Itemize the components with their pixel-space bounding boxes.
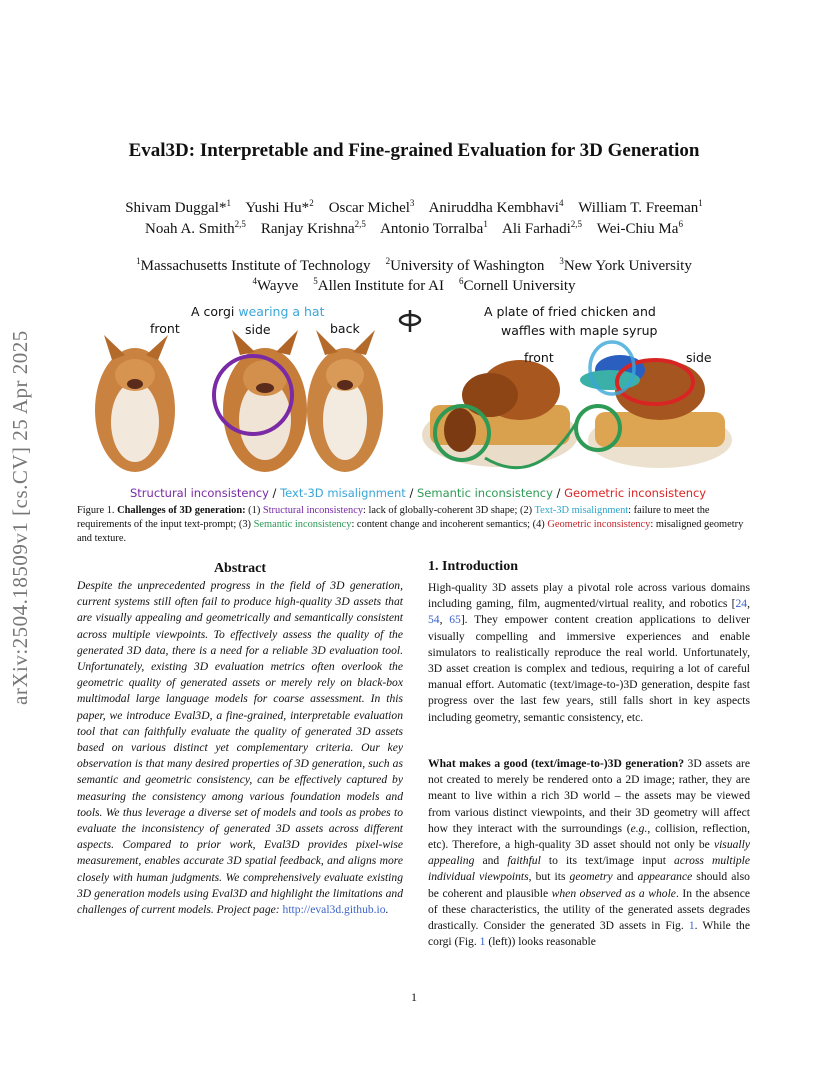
corgi-back-image (307, 330, 383, 472)
corgi-front-image (95, 335, 175, 472)
view-label-back: back (330, 321, 360, 336)
author: Noah A. Smith$^{2,5}$ (145, 219, 246, 237)
figure-legend: Structural inconsistency / Text-3D misalignment / Semantic inconsistency / Geometric inconsistency (130, 486, 707, 500)
author: Ranjay Krishna$^{2,5}$ (260, 219, 366, 237)
view-label-front-chicken: front (524, 350, 554, 365)
author: Ali Farhadi$^{2,5}$ (502, 219, 582, 237)
view-label-side: side (245, 322, 271, 337)
section-heading-introduction: 1. Introduction (428, 559, 518, 574)
author: Shivam Duggal*$^1$ (125, 198, 231, 216)
abstract-body: Despite the unprecedented progress in the field of 3D generation, current systems still often fail to produce high-quality 3D assets that are visually appealing and geometrically and semantically consistent across multiple viewpoints. To effectively assess the quality of the generated 3D data, there is a need for a reliable 3D evaluation tool. Unfortunately, existing 3D evaluation metrics often overlook the geometric quality of generated assets or merely rely on black-box multimodal large language models for coarse assessment. In this paper, we introduce Eval3D, a fine-grained, interpretable evaluation tool that can faithfully evaluate the quality of generated 3D assets based on various distinct yet complementary criteria. Our key observation is that many desired properties of 3D generation, such as semantic and geometric consistency, can be effectively captured by measuring the consistency among various foundation models and tools. We thus leverage a diverse set of models and tools as probes to evaluate the inconsistency of generated 3D assets across different aspects. Compared to prior work, Eval3D provides pixel-wise measurement, enables accurate 3D spatial feedback, and aligns more closely with human judgments. We comprehensively evaluate existing 3D generation models using Eval3D and highlight the limitations and challenges of current models. Project page: http://eval3d.github.io. (77, 579, 403, 917)
affiliation: $^3$New York University (559, 256, 692, 274)
author: Wei-Chiu Ma$^6$ (596, 219, 683, 237)
introduction-paragraph-2: What makes a good (text/image-to-)3D generation? 3D assets are not created to merely be rendered onto a 2D image; rather, they are meant to live within a rich 3D world – the assets may be viewed from various distinct viewpoints, and their 3D geometry will affect how they interact with the surroundings (e.g., collision, reflection, etc). Therefore, a high-quality 3D asset should not only be visually appealing and faithful to its text/image input across multiple individual viewpoints, but its geometry and appearance should also be coherent and plausible when observed as a whole. In the absence of these characteristics, the utility of the generated assets degrades drastically. Consider the generated 3D assets in Fig. 1. While the corgi (Fig. 1 (left)) looks reasonable (428, 757, 751, 949)
chicken-prompt-line1: A plate of fried chicken and (484, 304, 656, 319)
page-number: 1 (411, 990, 417, 1004)
project-page-link[interactable]: http://eval3d.github.io (282, 903, 386, 917)
view-label-front: front (150, 321, 180, 336)
abstract-heading: Abstract (213, 561, 267, 576)
rotate-icon (400, 310, 420, 332)
affiliation: $^2$University of Washington (385, 256, 545, 274)
introduction-paragraph-1: High-quality 3D assets play a pivotal role across various domains including gaming, film, augmented/virtual reality, and robotics [24, 54, 65]. They empower content creation applications to deliver visually compelling and immersive experiences and enable simulators to realistically reproduce the real world. Unfortunately, 3D asset creation is complex and tedious, requiring a lot of careful manual effort. Automatic (text/image-to-)3D generation, despite fast progress over the last few years, still falls short in key aspects including geometry, semantic consistency, etc. (428, 581, 751, 724)
affiliation: $^4$Wayve (252, 276, 299, 294)
figure-caption: Figure 1. Challenges of 3D generation: (1) Structural inconsistency: lack of globally-coherent 3D shape; (2) Text-3D misalignment: failure to meet the requirements of the input text-prompt; (3) Semantic inconsistency: content change and incoherent semantics; (4) Geometric inconsistency: misaligned geometry and texture. (77, 505, 744, 544)
view-label-side-chicken: side (686, 350, 712, 365)
authors-line-2 (60, 214, 768, 240)
affiliation: $^6$Cornell University (458, 276, 576, 294)
corgi-side-image (214, 330, 307, 472)
paper-title: Eval3D: Interpretable and Fine-grained Evaluation for 3D Generation (128, 140, 700, 161)
author: Oscar Michel$^3$ (328, 198, 415, 216)
affiliation: $^5$Allen Institute for AI (313, 276, 444, 294)
author: Antonio Torralba$^1$ (380, 219, 488, 237)
affiliations-line-2 (60, 271, 768, 296)
chicken-prompt-line2: waffles with maple syrup (501, 323, 658, 338)
corgi-prompt: A corgi wearing a hat (191, 304, 325, 319)
author: Aniruddha Kembhavi$^4$ (428, 198, 564, 216)
affiliation: $^1$Massachusetts Institute of Technology (136, 256, 371, 274)
arxiv-identifier: arXiv:2504.18509v1 [cs.CV] 25 Apr 2025 (8, 330, 32, 705)
author: William T. Freeman$^1$ (578, 198, 703, 216)
author: Yushi Hu*$^2$ (245, 198, 314, 216)
